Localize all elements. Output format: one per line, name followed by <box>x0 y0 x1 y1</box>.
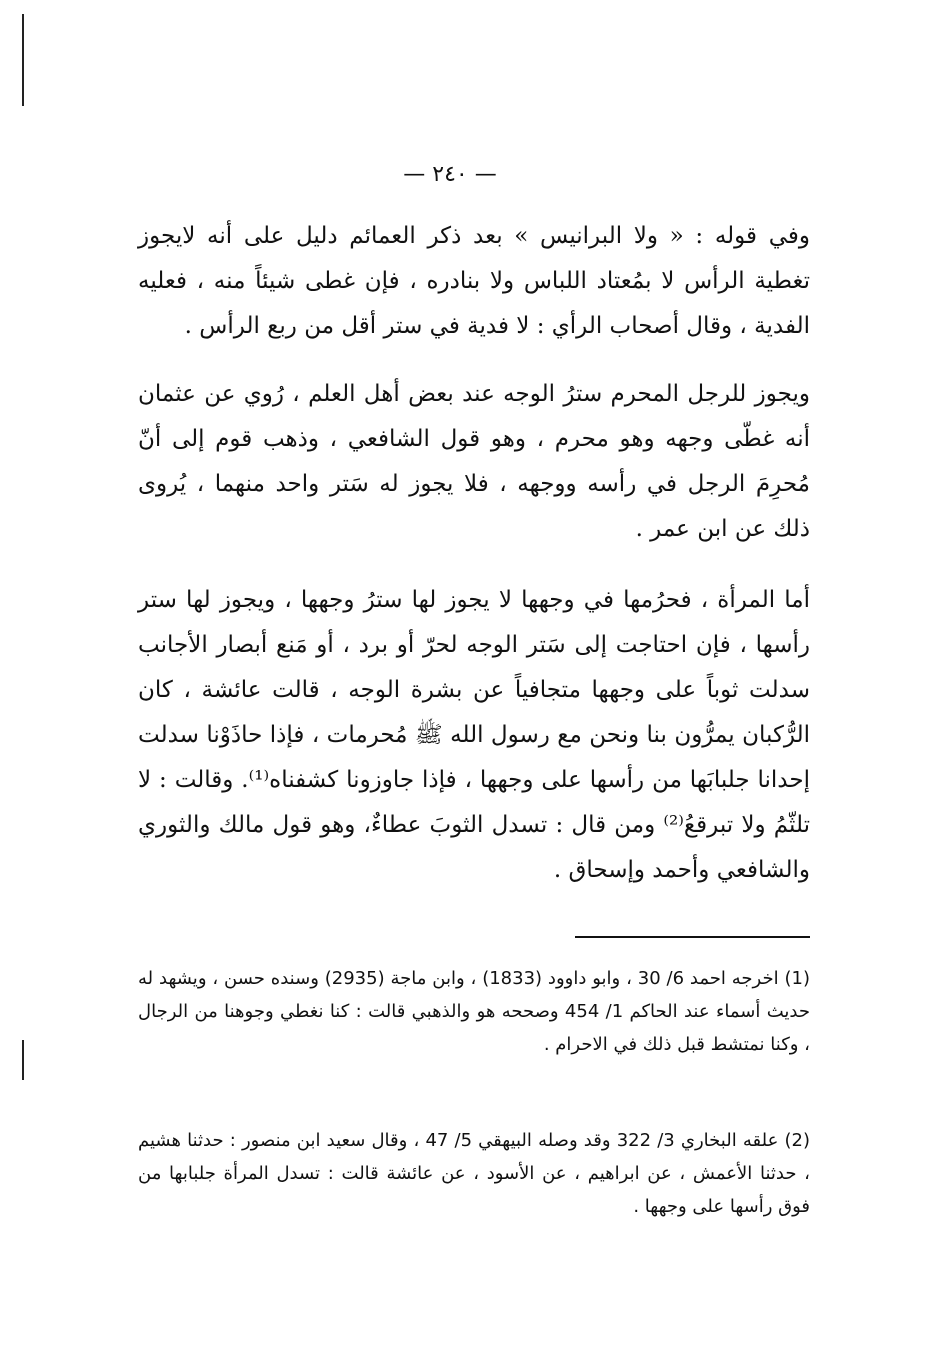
footnote-separator <box>575 936 810 938</box>
paragraph-2: ويجوز للرجل المحرم سترُ الوجه عند بعض أهل العلم ، رُوي عن عثمان أنه غطّى وجهه وهو محرم ، وهو قول الشافعي ، وذهب قوم إلى أنّ مُحرِمَ الرجل في رأسه ووجهه ، فلا يجوز له سَتر واحد منهما ، يُروى ذلك عن ابن عمر . <box>138 381 810 542</box>
margin-line-top <box>22 14 24 106</box>
paragraph-3: أما المرأة ، فحرُمها في وجهها لا يجوز لها سترُ وجهها ، ويجوز لها ستر رأسها ، فإن احتاجت إلى سَتر الوجه لحرّ أو برد ، أو مَنع أبصار الأجانب سدلت ثوباً على وجهها متجافياً عن بشرة الوجه ، قالت عائشة ، كان الرُّكبان يمرُّون بنا ونحن مع رسول الله ﷺ مُحرمات ، فإذا حاذَوْنا سدلت إحدانا جلبابَها من رأسها على وجهها ، فإذا جاوزونا كشفناه⁽¹⁾. وقالت : لا تلثّمُ ولا تبرقعُ⁽²⁾ ومن قال : تسدل الثوبَ عطاءٌ، وهو قول مالك والثوري والشافعي وأحمد وإسحاق . <box>138 587 810 883</box>
footnote-2: (2) علقه البخاري 3/ 322 وقد وصله البيهقي 5/ 47 ، وقال سعيد ابن منصور : حدثنا هشيم ، حدثنا الأعمش ، عن ابراهيم ، عن الأسود ، عن عائشة قالت : تسدل المرأة جلبابها من فوق رأسها على وجهها . <box>138 1130 810 1217</box>
page-number: — ٢٤٠ — <box>403 162 497 187</box>
paragraph-1: وفي قوله : « ولا البرانيس » بعد ذكر العمائم دليل على أنه لايجوز تغطية الرأس لا بمُعتاد اللباس ولا بنادره ، فإن غطى شيئاً منه ، فعليه الفدية ، وقال أصحاب الرأي : لا فدية في ستر أقل من ربع الرأس . <box>138 223 810 339</box>
footnote-1: (1) اخرجه احمد 6/ 30 ، وابو داوود (1833) ، وابن ماجة (2935) وسنده حسن ، ويشهد له حديث أسماء عند الحاكم 1/ 454 وصححه هو والذهبي قالت : كنا نغطي وجوهنا من الرجال ، وكنا نمتشط قبل ذلك في الاحرام . <box>138 968 810 1055</box>
margin-line-bottom <box>22 1040 24 1080</box>
